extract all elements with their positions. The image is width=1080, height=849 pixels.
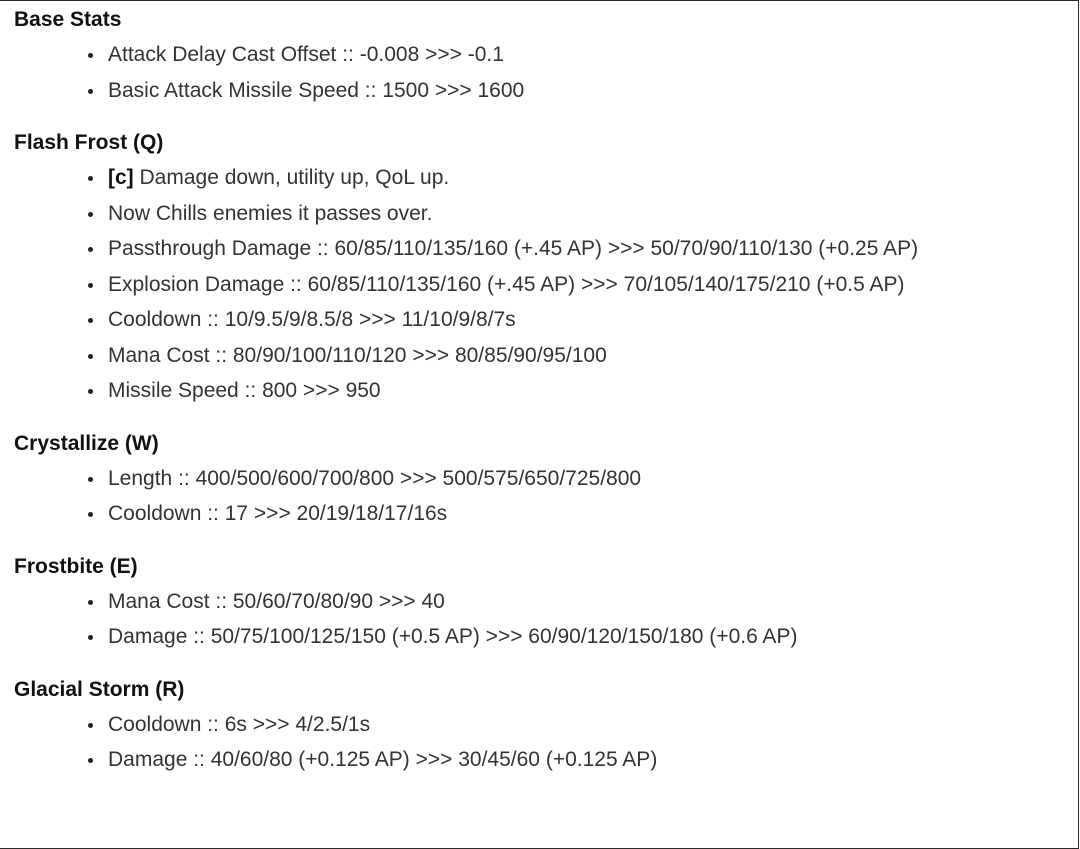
- list-item: Length :: 400/500/600/700/800 >>> 500/575/650/725/800: [14, 461, 1080, 497]
- stat-list: [14, 707, 1080, 778]
- section-glacial-storm: [14, 676, 1080, 778]
- list-item: Damage :: 50/75/100/125/150 (+0.5 AP) >>> 60/90/120/150/180 (+0.6 AP): [14, 619, 1080, 655]
- patch-notes: [14, 6, 1080, 799]
- list-item: Cooldown :: 17 >>> 20/19/18/17/16s: [14, 496, 1080, 532]
- list-item: Now Chills enemies it passes over.: [14, 196, 1080, 232]
- list-item: Basic Attack Missile Speed :: 1500 >>> 1600: [14, 73, 1080, 109]
- section-heading: Flash Frost (Q): [14, 131, 164, 154]
- section-flash-frost: [14, 129, 1080, 409]
- list-item: Attack Delay Cast Offset :: -0.008 >>> -0.1: [14, 37, 1080, 73]
- section-heading: Glacial Storm (R): [14, 677, 185, 701]
- list-item: Mana Cost :: 80/90/100/110/120 >>> 80/85/90/95/100: [14, 338, 1080, 374]
- change-tag: [c]: [108, 166, 134, 189]
- section-heading: Frostbite (E): [14, 554, 138, 578]
- list-item: Damage :: 40/60/80 (+0.125 AP) >>> 30/45/60 (+0.125 AP): [14, 742, 1080, 778]
- section-crystallize: [14, 430, 1080, 532]
- stat-list: [14, 584, 1080, 655]
- list-item: Mana Cost :: 50/60/70/80/90 >>> 40: [14, 584, 1080, 620]
- section-base-stats: [14, 6, 1080, 108]
- stat-list: [14, 37, 1080, 108]
- stat-list: [14, 461, 1080, 532]
- list-item: Missile Speed :: 800 >>> 950: [14, 373, 1080, 409]
- list-item: [14, 160, 1080, 196]
- list-item: Cooldown :: 6s >>> 4/2.5/1s: [14, 707, 1080, 743]
- section-heading: Base Stats: [14, 8, 122, 31]
- section-frostbite: [14, 553, 1080, 655]
- section-heading: Crystallize (W): [14, 431, 159, 455]
- list-item: Explosion Damage :: 60/85/110/135/160 (+.45 AP) >>> 70/105/140/175/210 (+0.5 AP): [14, 267, 1080, 303]
- list-item-text: Damage down, utility up, QoL up.: [139, 166, 450, 189]
- stat-list: [14, 160, 1080, 409]
- list-item: Cooldown :: 10/9.5/9/8.5/8 >>> 11/10/9/8/7s: [14, 302, 1080, 338]
- list-item: Passthrough Damage :: 60/85/110/135/160 (+.45 AP) >>> 50/70/90/110/130 (+0.25 AP): [14, 231, 1080, 267]
